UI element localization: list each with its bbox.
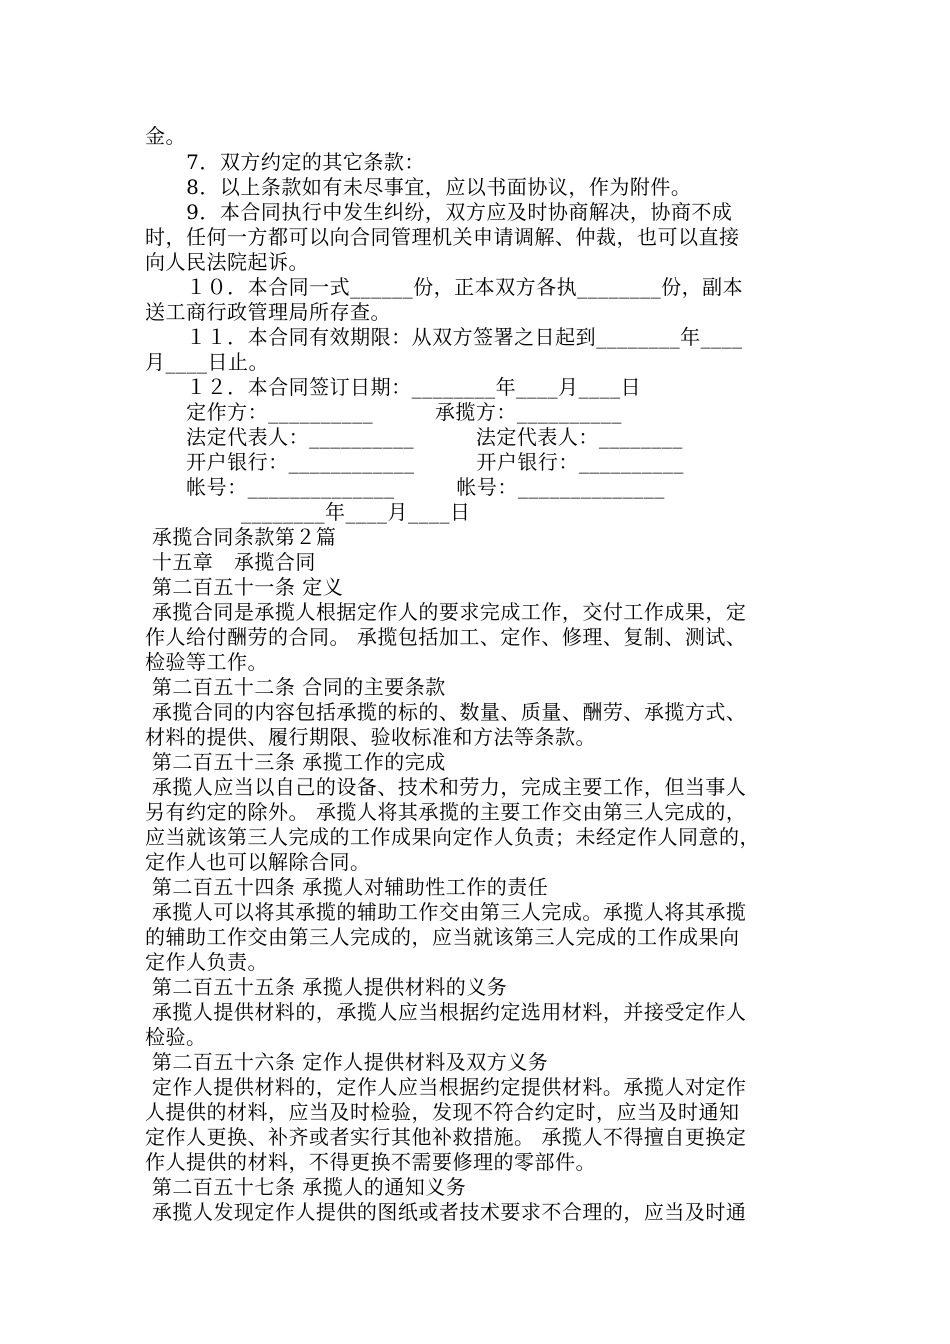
section-title: 承揽合同条款第２篇 <box>145 525 337 549</box>
signature-date: ________年____月____日 <box>145 500 471 524</box>
signature-banks: 开户银行：____________ 开户银行：__________ <box>145 450 684 474</box>
text-line: 承揽合同是承揽人根据定作人的要求完成工作，交付工作成果，定 <box>145 600 747 624</box>
text-line: 向人民法院起诉。 <box>145 250 309 274</box>
article-heading: 第二百五十五条 承揽人提供材料的义务 <box>145 975 508 999</box>
text-line: 检验。 <box>145 1025 207 1049</box>
text-line: 送工商行政管理局所存查。 <box>145 300 391 324</box>
text-line: 定作人负责。 <box>145 950 268 974</box>
text-line: 应当就该第三人完成的工作成果向定作人负责；未经定作人同意的， <box>145 825 760 849</box>
text-line: 定作人提供材料的，定作人应当根据约定提供材料。承揽人对定作 <box>145 1075 747 1099</box>
text-line: 定作人更换、补齐或者实行其他补救措施。 承揽人不得擅自更换定 <box>145 1125 747 1149</box>
article-heading: 第二百五十四条 承揽人对辅助性工作的责任 <box>145 875 549 899</box>
text-line: 作人提供的材料，不得更换不需要修理的零部件。 <box>145 1150 596 1174</box>
clause-10: １０．本合同一式______份，正本双方各执________份，副本 <box>145 275 744 299</box>
text-line: 另有约定的除外。 承揽人将其承揽的主要工作交由第三人完成的， <box>145 800 747 824</box>
text-line: 承揽合同的内容包括承揽的标的、数量、质量、酬劳、承揽方式、 <box>145 700 747 724</box>
clause-8: 8．以上条款如有未尽事宜，应以书面协议，作为附件。 <box>145 175 692 199</box>
text-line: 定作人也可以解除合同。 <box>145 850 371 874</box>
text-line: 月____日止。 <box>145 350 269 374</box>
signature-parties: 定作方：__________ 承揽方：__________ <box>145 400 622 424</box>
chapter-heading: 十五章 承揽合同 <box>145 550 316 574</box>
text-line: 时，任何一方都可以向合同管理机关申请调解、仲裁，也可以直接 <box>145 225 740 249</box>
text-line: 作人给付酬劳的合同。 承揽包括加工、定作、修理、复制、测试、 <box>145 625 747 649</box>
article-heading: 第二百五十一条 定义 <box>145 575 344 599</box>
text-line: 承揽人提供材料的，承揽人应当根据约定选用材料，并接受定作人 <box>145 1000 747 1024</box>
article-heading: 第二百五十二条 合同的主要条款 <box>145 675 446 699</box>
text-line: 材料的提供、履行期限、验收标准和方法等条款。 <box>145 725 596 749</box>
clause-12: １２．本合同签订日期：________年____月____日 <box>145 375 642 399</box>
text-line: 承揽人发现定作人提供的图纸或者技术要求不合理的，应当及时通 <box>145 1200 747 1224</box>
article-heading: 第二百五十三条 承揽工作的完成 <box>145 750 446 774</box>
article-heading: 第二百五十六条 定作人提供材料及双方义务 <box>145 1050 549 1074</box>
clause-7: 7．双方约定的其它条款： <box>145 150 425 174</box>
signature-accounts: 帐号：______________ 帐号：______________ <box>145 475 665 499</box>
signature-representatives: 法定代表人：__________ 法定代表人：________ <box>145 425 683 449</box>
text-line: 承揽人可以将其承揽的辅助工作交由第三人完成。承揽人将其承揽 <box>145 900 747 924</box>
text-line: 检验等工作。 <box>145 650 268 674</box>
text-line: 承揽人应当以自己的设备、技术和劳力，完成主要工作，但当事人 <box>145 775 747 799</box>
text-line: 金。 <box>145 124 186 148</box>
article-heading: 第二百五十七条 承揽人的通知义务 <box>145 1175 467 1199</box>
text-line: 的辅助工作交由第三人完成的，应当就该第三人完成的工作成果向 <box>145 925 740 949</box>
clause-9: 9．本合同执行中发生纠纷，双方应及时协商解决，协商不成 <box>145 200 733 224</box>
text-line: 人提供的材料，应当及时检验，发现不符合约定时，应当及时通知 <box>145 1100 740 1124</box>
clause-11: １１．本合同有效期限：从双方签署之日起到________年____ <box>145 325 743 349</box>
